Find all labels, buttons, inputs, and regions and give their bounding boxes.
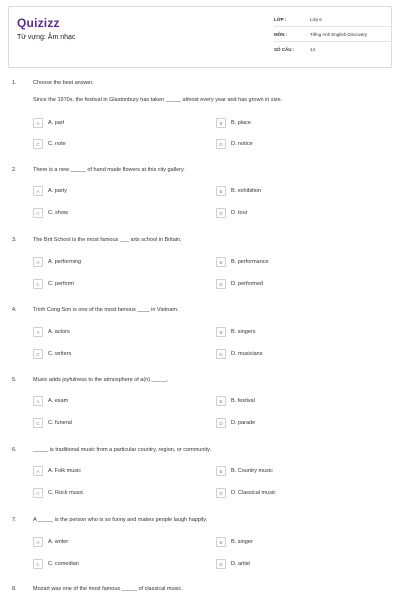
option-c[interactable]: [33, 559, 79, 569]
option-text: A. Folk music: [48, 468, 82, 474]
option-d[interactable]: [216, 559, 250, 569]
option-letter-box: B: [216, 118, 226, 128]
option-letter-box: C: [33, 279, 43, 289]
option-d[interactable]: [216, 349, 262, 359]
meta-label: MÔN :: [274, 31, 288, 37]
option-text: C. Rock music: [48, 490, 84, 496]
option-text: B. performance: [231, 259, 269, 265]
option-text: C. note: [48, 141, 66, 147]
option-d[interactable]: [216, 279, 263, 289]
option-b[interactable]: [216, 327, 255, 337]
option-text: C. writers: [48, 351, 72, 357]
option-a[interactable]: [33, 118, 64, 128]
option-letter-box: A: [33, 396, 43, 406]
question-number: 1.: [12, 80, 17, 86]
question-text: A _____ is the person who is so funny and makes people laugh happily.: [33, 517, 208, 523]
question-number: 2.: [12, 167, 17, 173]
option-text: A. part: [48, 120, 65, 126]
option-text: D. artist: [231, 561, 250, 567]
question-number: 6.: [12, 447, 17, 453]
option-text: C. show: [48, 210, 68, 216]
option-letter-box: D: [216, 279, 226, 289]
option-d[interactable]: [216, 208, 248, 218]
option-text: D. performed: [231, 281, 264, 287]
option-letter-box: D: [216, 349, 226, 359]
option-letter-box: D: [216, 208, 226, 218]
option-d[interactable]: [216, 139, 253, 149]
option-c[interactable]: [33, 349, 71, 359]
meta-value: Tiếng Anh English Discovery: [310, 31, 368, 37]
option-letter-box: A: [33, 118, 43, 128]
option-letter-box: A: [33, 257, 43, 267]
option-letter-box: B: [216, 466, 226, 476]
option-text: A. writer: [48, 539, 69, 545]
option-letter-box: A: [33, 186, 43, 196]
option-c[interactable]: [33, 208, 68, 218]
option-letter-box: A: [33, 537, 43, 547]
question-number: 7.: [12, 517, 17, 523]
option-letter-box: B: [216, 327, 226, 337]
option-letter-box: D: [216, 488, 226, 498]
option-b[interactable]: [216, 466, 273, 476]
question-text: Since the 1970s, the festival in Glastonbury has taken _____ almost every year and has grown in size.: [33, 97, 283, 103]
option-text: B. singers: [231, 329, 256, 335]
option-d[interactable]: [216, 418, 255, 428]
option-letter-box: B: [216, 396, 226, 406]
question-number: 8.: [12, 586, 17, 592]
option-text: C. perform: [48, 281, 74, 287]
option-text: A. exam: [48, 398, 69, 404]
question-prompt: Choose the best answer.: [33, 80, 94, 86]
option-text: D. tour: [231, 210, 248, 216]
option-a[interactable]: [33, 466, 81, 476]
option-b[interactable]: [216, 257, 269, 267]
option-text: A. actors: [48, 329, 70, 335]
option-text: C. comedian: [48, 561, 79, 567]
option-b[interactable]: [216, 186, 261, 196]
option-text: D. Classical music: [231, 490, 276, 496]
option-letter-box: C: [33, 488, 43, 498]
option-letter-box: C: [33, 139, 43, 149]
option-a[interactable]: [33, 186, 67, 196]
question-text: Mozart was one of the most famous _____ of classical music.: [33, 586, 183, 592]
option-letter-box: D: [216, 559, 226, 569]
option-a[interactable]: [33, 396, 68, 406]
option-text: C. funeral: [48, 420, 72, 426]
option-a[interactable]: [33, 537, 68, 547]
option-letter-box: C: [33, 349, 43, 359]
question-text: Music adds joyfulness to the atmosphere of a(n) _____.: [33, 377, 169, 383]
option-text: D. notice: [231, 141, 253, 147]
question-text: The Brit School is the most famous ___ arts school in Britain.: [33, 237, 182, 243]
option-text: B. singer: [231, 539, 253, 545]
option-text: D. musicians: [231, 351, 263, 357]
question-number: 5.: [12, 377, 17, 383]
question-number: 3.: [12, 237, 17, 243]
option-letter-box: A: [33, 466, 43, 476]
option-text: B. exhibition: [231, 188, 261, 194]
option-letter-box: D: [216, 418, 226, 428]
option-letter-box: B: [216, 537, 226, 547]
option-c[interactable]: [33, 279, 74, 289]
quizizz-logo: Quizizz: [17, 16, 60, 30]
option-a[interactable]: [33, 327, 70, 337]
option-b[interactable]: [216, 537, 253, 547]
question-text: There is a new _____ of hand made flowers at this city gallery.: [33, 167, 185, 173]
option-letter-box: D: [216, 139, 226, 149]
option-letter-box: C: [33, 418, 43, 428]
meta-value: Lớp 6: [310, 16, 322, 22]
option-c[interactable]: [33, 418, 72, 428]
option-c[interactable]: [33, 139, 66, 149]
option-letter-box: C: [33, 208, 43, 218]
option-letter-box: C: [33, 559, 43, 569]
option-a[interactable]: [33, 257, 81, 267]
option-c[interactable]: [33, 488, 83, 498]
option-letter-box: A: [33, 327, 43, 337]
option-letter-box: B: [216, 257, 226, 267]
worksheet-title: Từ vựng: Âm nhạc: [17, 34, 76, 41]
option-text: A. performing: [48, 259, 82, 265]
question-text: _____ is traditional music from a particular country, region, or community.: [33, 447, 212, 453]
question-text: Trinh Cong Son is one of the most famous ____ in Vietnam.: [33, 307, 179, 313]
option-text: B. Country music: [231, 468, 273, 474]
question-number: 4.: [12, 307, 17, 313]
option-text: B. place: [231, 120, 251, 126]
meta-label: LỚP :: [274, 16, 287, 22]
option-b[interactable]: [216, 118, 251, 128]
option-text: D. parade: [231, 420, 256, 426]
option-d[interactable]: [216, 488, 276, 498]
option-text: A. party: [48, 188, 67, 194]
option-letter-box: B: [216, 186, 226, 196]
option-text: B. festival: [231, 398, 255, 404]
option-b[interactable]: [216, 396, 255, 406]
meta-label: SỐ CÂU :: [274, 47, 295, 52]
meta-value: 14: [310, 47, 316, 52]
